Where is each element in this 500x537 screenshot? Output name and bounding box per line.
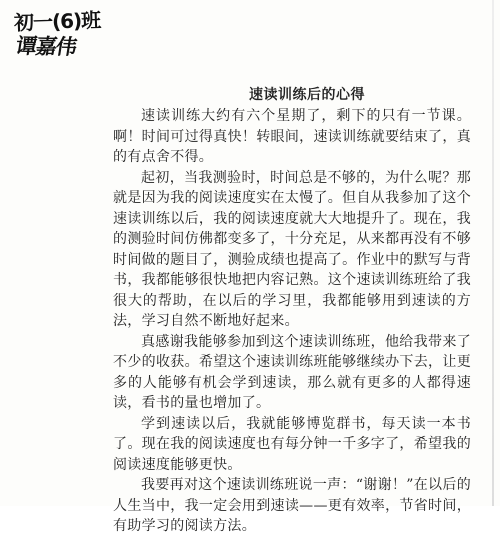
handwritten-student-name: 谭嘉伟 <box>14 34 78 60</box>
essay-paragraph-1: 速读训练大约有六个星期了，剩下的只有一节课。啊！时间可过得真快！转眼间，速读训练就要结束了，真的有点舍不得。 <box>113 108 471 165</box>
handwritten-class-label: 初一(6)班 <box>13 7 101 35</box>
essay-body <box>113 86 471 537</box>
essay-paragraph-3: 真感谢我能够参加到这个速读训练班，他给我带来了不少的收获。希望这个速读训练班能够继续办下去，让更多的人能够有机会学到速读，那么就有更多的人都得速读，看书的量也增加了。 <box>113 333 471 411</box>
essay-paragraph-5: 我要再对这个速读训练班说一声：“谢谢！”在以后的人生当中，我一定会用到速读——更有效率，节省时间，有助学习的阅读方法。 <box>113 477 471 534</box>
handwritten-header <box>14 8 124 60</box>
essay-title: 速读训练后的心得 <box>249 87 365 103</box>
page-edge <box>492 0 494 506</box>
essay-paragraph-4: 学到速读以后，我就能够博览群书，每天读一本书了。现在我的阅读速度也有每分钟一千多字了，希望我的阅读速度能够更快。 <box>113 415 471 473</box>
essay-paragraph-2: 起初，当我测验时，时间总是不够的，为什么呢？那就是因为我的阅读速度实在太慢了。但自从我参加了这个速读训练以后，我的阅读速度就大大地提升了。现在，我的测验时间仿佛都变多了，十分充足，从来都再没有不够时间做的题目了，测验成绩也提高了。作业中的默写与背书，我都能够很快地把内容记熟。这个速读训练班给了我很大的帮助，在以后的学习里，我都能够用到速读的方法，学习自然不断地好起来。 <box>113 169 471 329</box>
